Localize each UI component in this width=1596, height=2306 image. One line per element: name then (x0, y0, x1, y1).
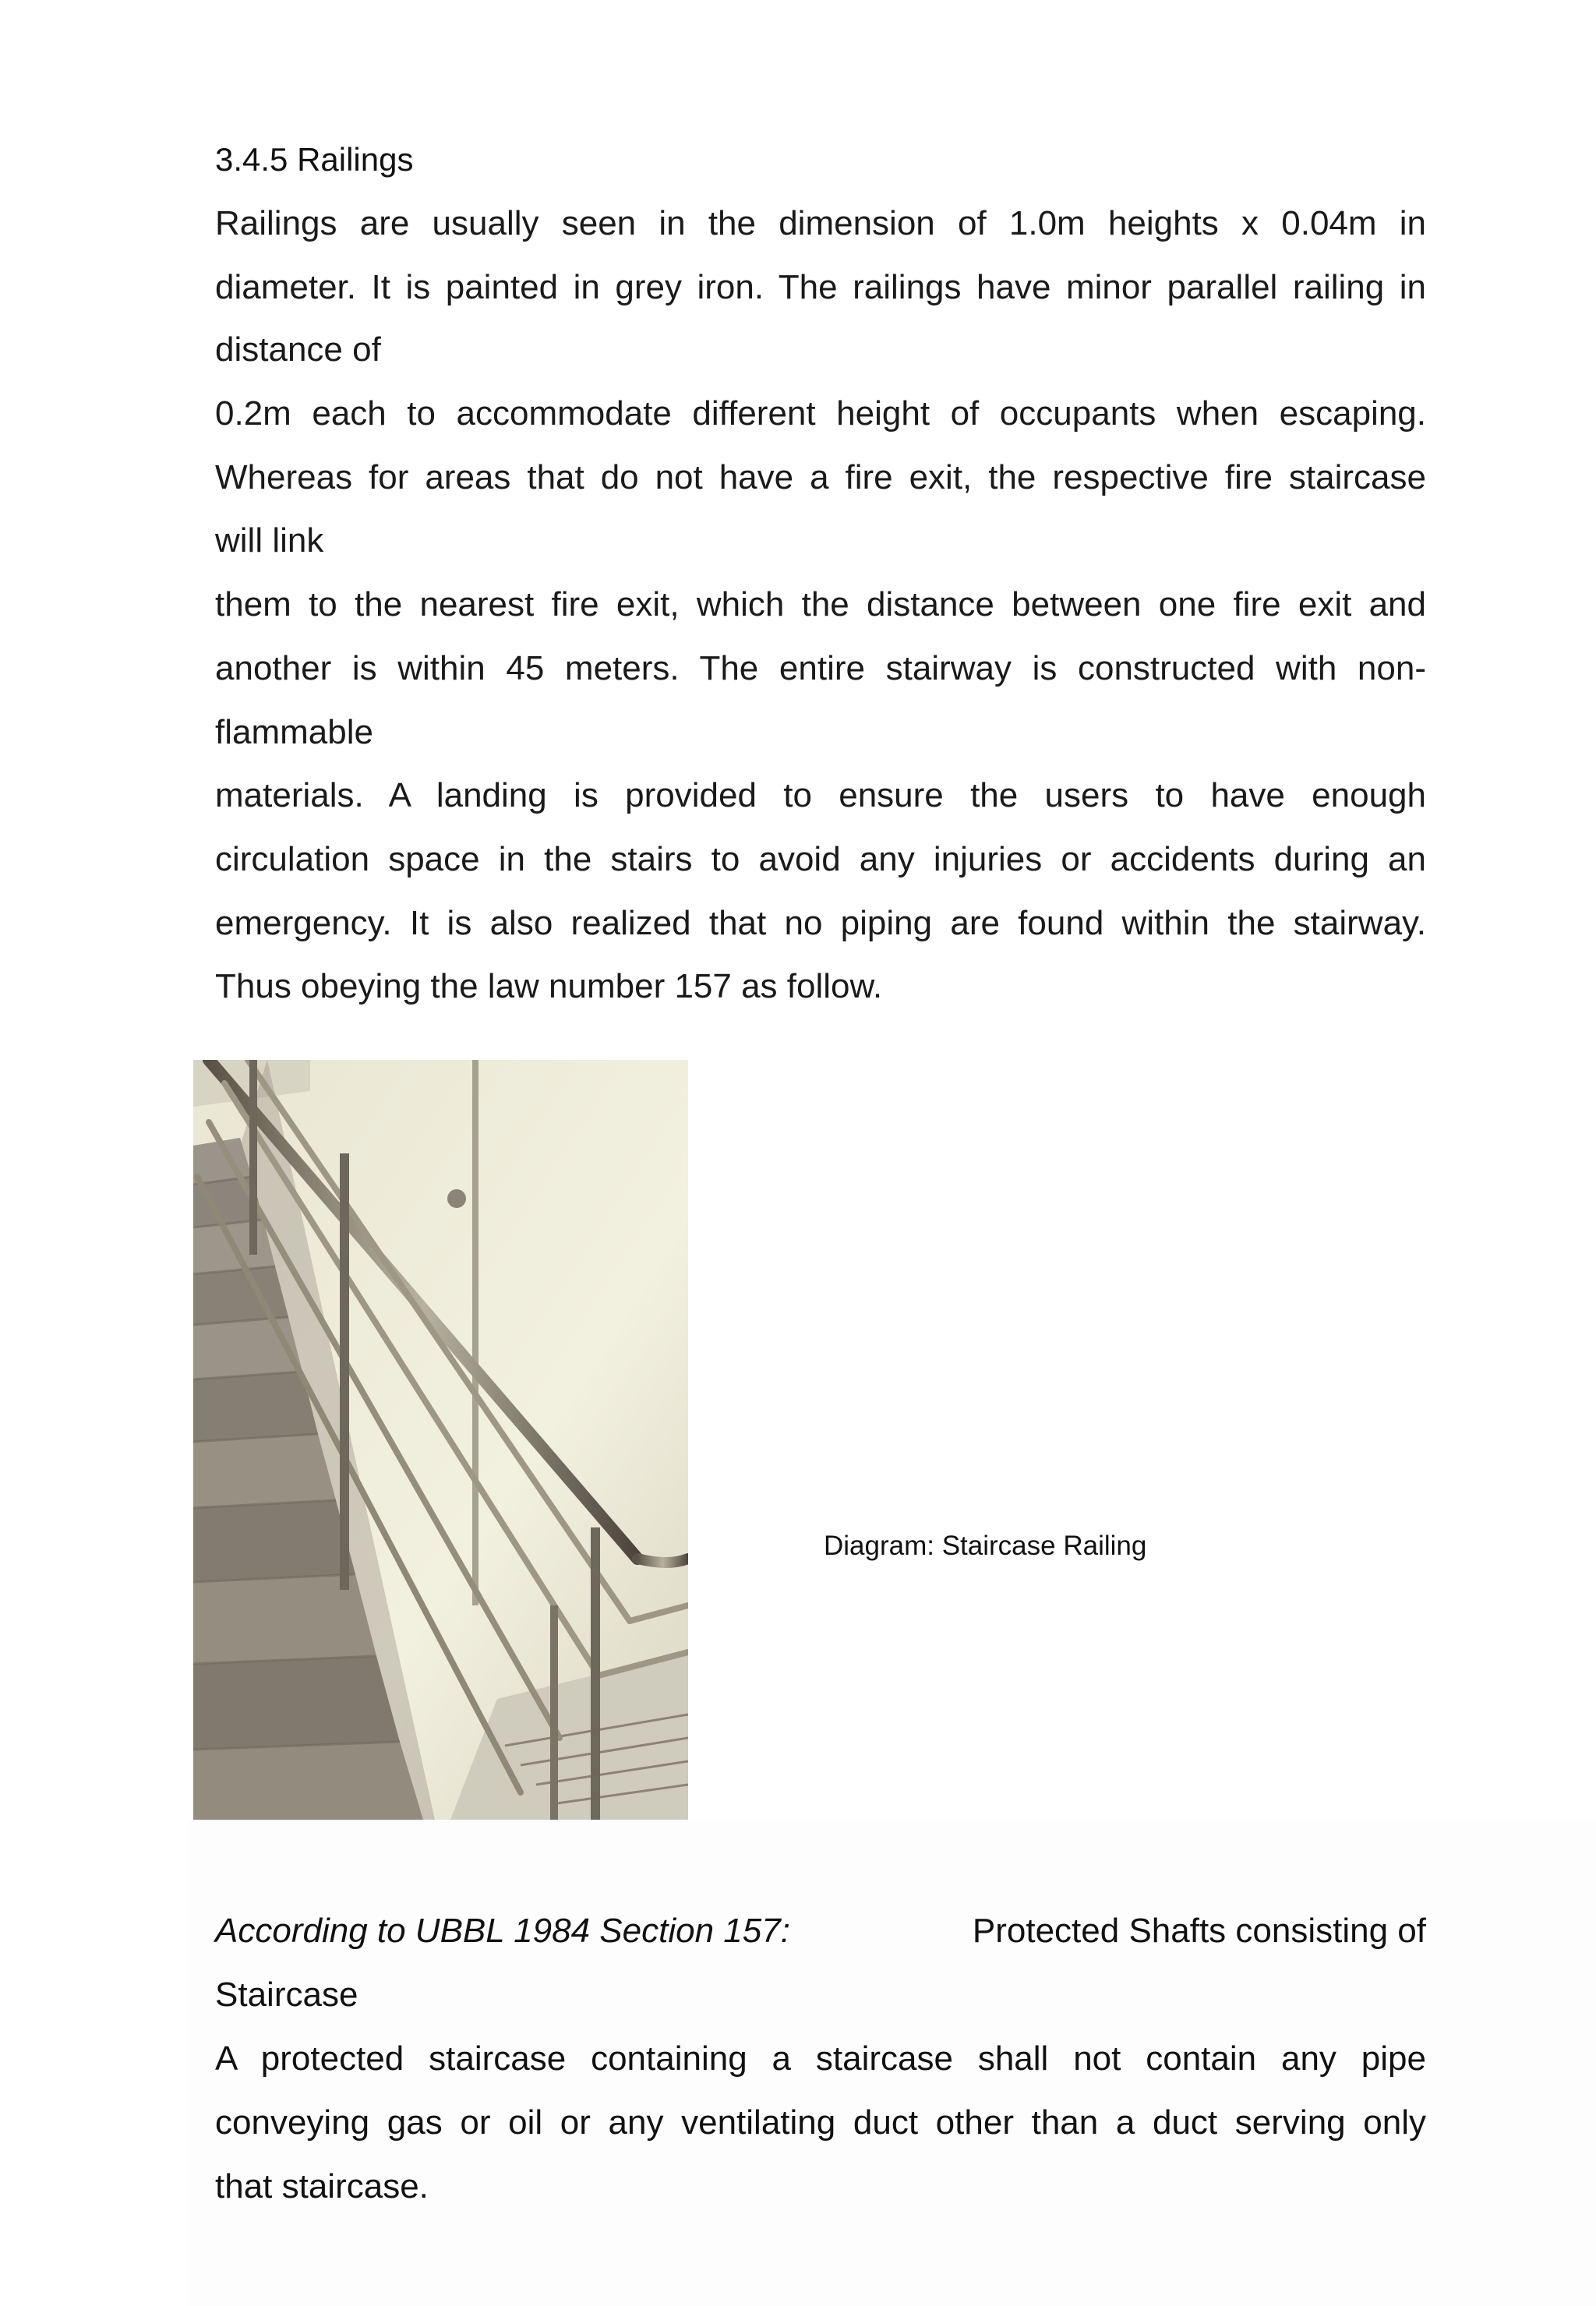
body-line: emergency. It is also realized that no piping are found within the stairway. (215, 904, 1426, 942)
body-line: Railings are usually seen in the dimension of 1.0m heights x 0.04m in (215, 204, 1426, 242)
body-line: materials. A landing is provided to ensure the users to have enough (215, 776, 1426, 814)
body-line: distance of (215, 330, 381, 369)
staircase-railing-photo (193, 1060, 688, 1820)
section-heading: 3.4.5 Railings (215, 141, 414, 178)
body-line: Whereas for areas that do not have a fire exit, the respective fire staircase (215, 458, 1426, 496)
law-title-continued: Staircase (215, 1976, 358, 2014)
body-line: circulation space in the stairs to avoid any injuries or accidents during an (215, 840, 1426, 878)
law-source: According to UBBL 1984 Section 157: (215, 1912, 790, 1950)
body-line: diameter. It is painted in grey iron. The railings have minor parallel railing in (215, 268, 1426, 306)
body-line: Thus obeying the law number 157 as follow. (215, 967, 883, 1005)
figure-caption: Diagram: Staircase Railing (824, 1531, 1147, 1561)
law-heading-row (215, 1908, 1426, 1972)
law-reference (215, 1908, 1426, 2227)
body-line: 0.2m each to accommodate different height of occupants when escaping. (215, 394, 1426, 433)
law-text-line: A protected staircase containing a staircase shall not contain any pipe (215, 2039, 1426, 2078)
body-line: another is within 45 meters. The entire stairway is constructed with non- (215, 649, 1426, 687)
law-text-line: that staircase. (215, 2167, 429, 2205)
body-line: will link (215, 521, 324, 560)
law-title: Protected Shafts consisting of (972, 1912, 1426, 1950)
body-line: them to the nearest fire exit, which the distance between one fire exit and (215, 585, 1426, 623)
body-line: flammable (215, 713, 373, 751)
law-text-line: conveying gas or oil or any ventilating duct other than a duct serving only (215, 2103, 1426, 2142)
